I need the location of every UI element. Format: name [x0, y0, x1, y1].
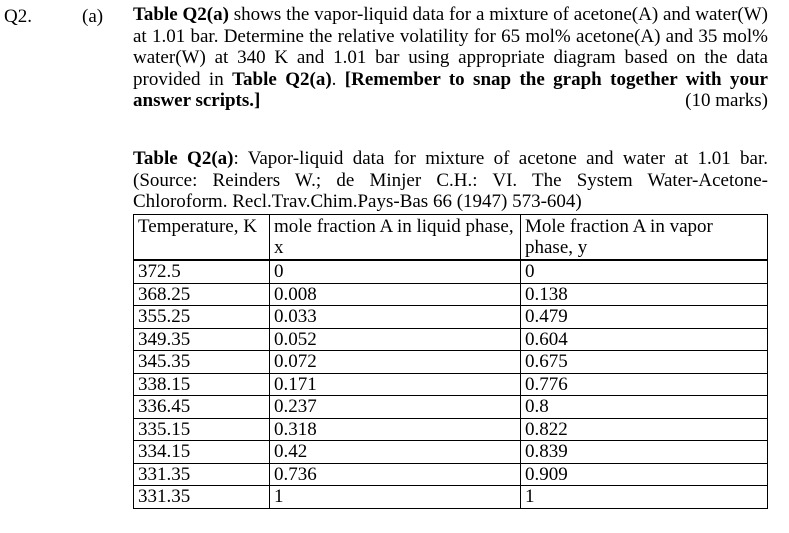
- table-row: [134, 283, 768, 306]
- table-caption: [133, 148, 768, 213]
- cell-liquid-fraction: 0.237: [270, 396, 521, 419]
- question-number: Q2.: [4, 6, 32, 27]
- cell-temperature: 335.15: [134, 418, 270, 441]
- vle-data-table: [133, 214, 768, 509]
- cell-liquid-fraction: 0.052: [270, 328, 521, 351]
- cell-temperature: 338.15: [134, 373, 270, 396]
- cell-temperature: 331.35: [134, 486, 270, 509]
- cell-vapor-fraction: 0.839: [521, 441, 768, 464]
- header-temperature: Temperature, K: [134, 215, 270, 261]
- table-row: [134, 418, 768, 441]
- cell-vapor-fraction: 0.138: [521, 283, 768, 306]
- reminder-note: [Remember to snap the graph together with your answer scripts.]: [133, 68, 768, 112]
- table-row: [134, 373, 768, 396]
- table-row: [134, 306, 768, 329]
- cell-temperature: 336.45: [134, 396, 270, 419]
- cell-temperature: 345.35: [134, 351, 270, 374]
- table-row: [134, 396, 768, 419]
- table-row: [134, 260, 768, 283]
- table-row: [134, 463, 768, 486]
- table-row: [134, 486, 768, 509]
- question-body: shows the vapor-liquid data for a mixture of acetone(A) and water(W) at 1.01 bar. Determine the relative volatility for 65 mol% acetone(A) and 35 mol% water(W) at 340 K and 1.01 bar using appropriate diagram based on the data provided in: [133, 4, 768, 90]
- table-row: [134, 328, 768, 351]
- cell-temperature: 349.35: [134, 328, 270, 351]
- cell-vapor-fraction: 1: [521, 486, 768, 509]
- question-part: (a): [82, 6, 104, 27]
- caption-label: Table Q2(a): [133, 148, 234, 169]
- question-period: .: [331, 68, 345, 90]
- cell-vapor-fraction: 0.822: [521, 418, 768, 441]
- cell-temperature: 368.25: [134, 283, 270, 306]
- cell-vapor-fraction: 0.675: [521, 351, 768, 374]
- header-vapor-fraction: Mole fraction A in vapor phase, y: [521, 215, 768, 261]
- cell-liquid-fraction: 0.033: [270, 306, 521, 329]
- cell-liquid-fraction: 0.736: [270, 463, 521, 486]
- question-text: [133, 4, 768, 112]
- cell-vapor-fraction: 0.776: [521, 373, 768, 396]
- table-row: [134, 351, 768, 374]
- cell-temperature: 355.25: [134, 306, 270, 329]
- cell-liquid-fraction: 0.072: [270, 351, 521, 374]
- header-liquid-fraction: mole fraction A in liquid phase, x: [270, 215, 521, 261]
- cell-vapor-fraction: 0.909: [521, 463, 768, 486]
- cell-temperature: 372.5: [134, 260, 270, 283]
- cell-vapor-fraction: 0: [521, 260, 768, 283]
- cell-liquid-fraction: 0.008: [270, 283, 521, 306]
- cell-liquid-fraction: 0.318: [270, 418, 521, 441]
- table-ref-bold-2: Table Q2(a): [232, 68, 332, 90]
- cell-vapor-fraction: 0.604: [521, 328, 768, 351]
- marks-label: (10 marks): [685, 90, 768, 112]
- table-ref-bold: Table Q2(a): [133, 4, 229, 25]
- table-row: [134, 441, 768, 464]
- cell-liquid-fraction: 0.42: [270, 441, 521, 464]
- table-header-row: [134, 215, 768, 261]
- caption-text: : Vapor-liquid data for mixture of acetone and water at 1.01 bar. (Source: Reinders W.; de Minjer C.H.: VI. The System Water-Acetone-Chloroform. Recl.Trav.Chim.Pays-Bas 66 (1947) 573-604): [133, 148, 769, 213]
- cell-liquid-fraction: 0.171: [270, 373, 521, 396]
- cell-liquid-fraction: 0: [270, 260, 521, 283]
- cell-temperature: 331.35: [134, 463, 270, 486]
- cell-vapor-fraction: 0.479: [521, 306, 768, 329]
- cell-liquid-fraction: 1: [270, 486, 521, 509]
- cell-temperature: 334.15: [134, 441, 270, 464]
- cell-vapor-fraction: 0.8: [521, 396, 768, 419]
